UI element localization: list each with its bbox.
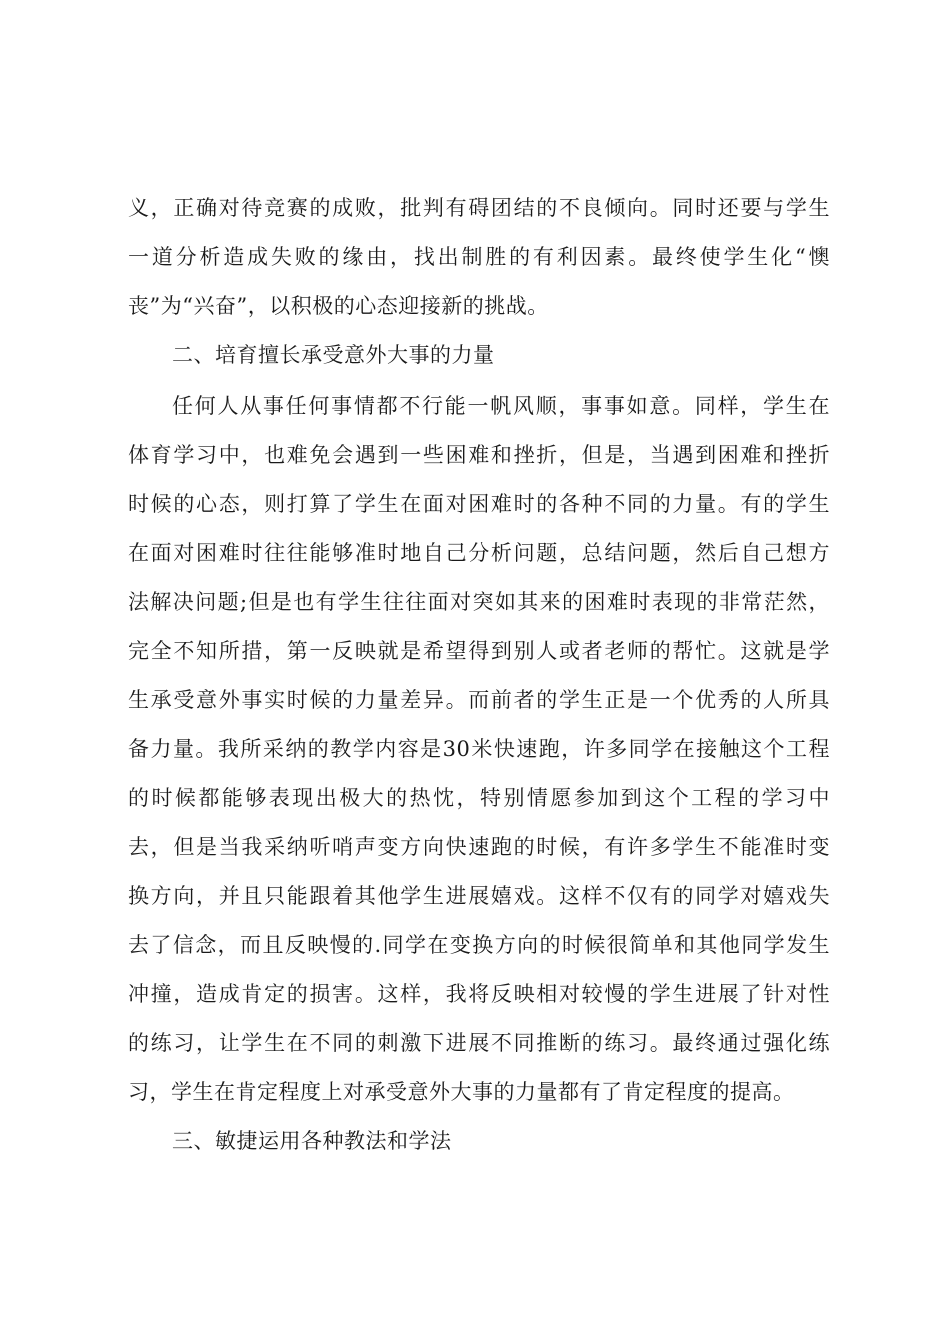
paragraph-line: 体育学习中，也难免会遇到一些困难和挫折，但是，当遇到困难和挫折 xyxy=(128,443,830,467)
paragraph-line: 去，但是当我采纳听哨声变方向快速跑的时候，有许多学生不能准时变 xyxy=(128,835,830,859)
paragraph-line: 的练习，让学生在不同的刺激下进展不同推断的练习。最终通过强化练 xyxy=(128,1031,830,1055)
section-heading: 三、敏捷运用各种教法和学法 xyxy=(172,1129,452,1153)
paragraph-line: 备力量。我所采纳的教学内容是30米快速跑，许多同学在接触这个工程 xyxy=(128,737,830,761)
section-heading: 二、培育擅长承受意外大事的力量 xyxy=(172,343,495,367)
paragraph-line: 义，正确对待竞赛的成败，批判有碍团结的不良倾向。同时还要与学生 xyxy=(128,196,830,220)
paragraph-line: 法解决问题;但是也有学生往往面对突如其来的困难时表现的非常茫然， xyxy=(128,590,830,614)
paragraph-line: 的时候都能够表现出极大的热忱，特别情愿参加到这个工程的学习中 xyxy=(128,786,830,810)
paragraph-line: 习，学生在肯定程度上对承受意外大事的力量都有了肯定程度的提高。 xyxy=(128,1080,795,1104)
paragraph-line: 去了信念，而且反映慢的.同学在变换方向的时候很简单和其他同学发生 xyxy=(128,933,830,957)
paragraph-line: 任何人从事任何事情都不行能一帆风顺，事事如意。同样，学生在 xyxy=(172,394,830,418)
paragraph-line: 丧”为“兴奋”，以积极的心态迎接新的挑战。 xyxy=(128,294,549,318)
paragraph-line: 换方向，并且只能跟着其他学生进展嬉戏。这样不仅有的同学对嬉戏失 xyxy=(128,884,830,908)
paragraph-line: 生承受意外事实时候的力量差异。而前者的学生正是一个优秀的人所具 xyxy=(128,688,830,712)
paragraph-line: 完全不知所措，第一反映就是希望得到别人或者老师的帮忙。这就是学 xyxy=(128,639,830,663)
paragraph-line: 一道分析造成失败的缘由，找出制胜的有利因素。最终使学生化“懊 xyxy=(128,245,830,269)
paragraph-line: 在面对困难时往往能够准时地自己分析问题，总结问题，然后自己想方 xyxy=(128,541,830,565)
paragraph-line: 冲撞，造成肯定的损害。这样，我将反映相对较慢的学生进展了针对性 xyxy=(128,982,830,1006)
paragraph-line: 时候的心态，则打算了学生在面对困难时的各种不同的力量。有的学生 xyxy=(128,492,830,516)
